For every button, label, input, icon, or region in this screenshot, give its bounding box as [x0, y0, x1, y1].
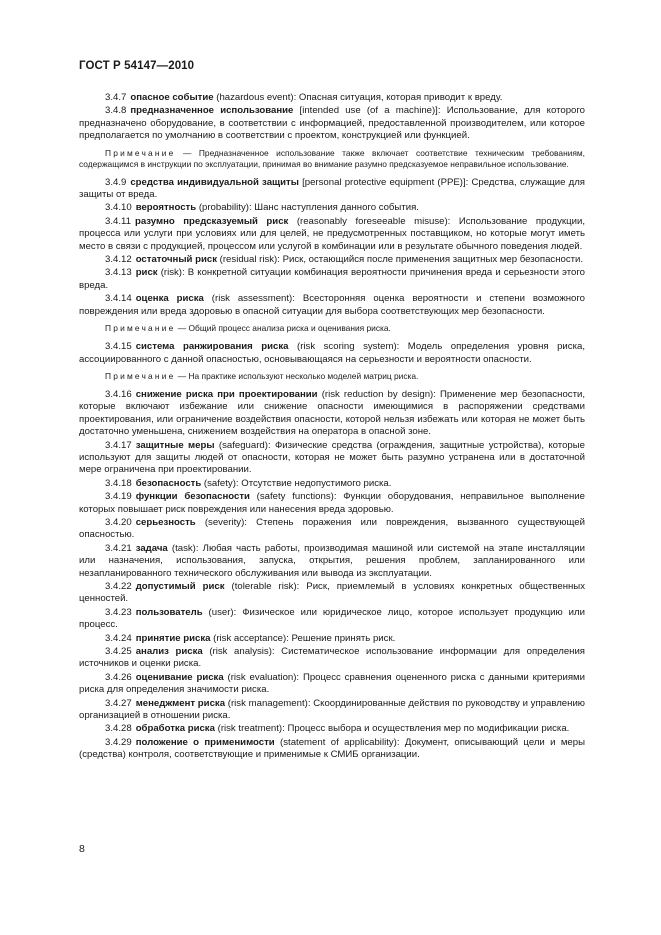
definition-entry [79, 267, 585, 292]
definition-entry [79, 581, 585, 606]
entry-term: безопасность [135, 477, 202, 489]
entry-definition: (risk assessment): Всесторонняя оценка вероятности и степени возможного повреждения или вреда здоровью в опасной ситуации для выбора соответствующих мер безопасности. [79, 293, 585, 317]
note-text: — Предназначенное использование также включает соответствие техническим требованиям, содержащимся в инструкции по эксплуатации, принимая во внимание разумно предсказуемое неправильное использование. [79, 147, 585, 169]
entry-definition: (probability): Шанс наступления данного события. [196, 202, 419, 214]
entry-term: риск [135, 267, 158, 279]
definition-entry [79, 440, 585, 477]
entry-number: 3.4.22 [105, 581, 132, 592]
entry-definition: (risk treatment): Процесс выбора и осуществления мер по модификации риска. [214, 723, 570, 735]
entry-definition: (reasonably foreseeable misuse): Использование продукции, процесса или услуги при условиях или для целей, не предусмотренных поставщиком, но которые могут иметь место в связи с продукцией, процессом или услугой в комбинации или в результате обычного поведения людей. [79, 215, 585, 252]
entry-number: 3.4.9 [105, 176, 127, 188]
entry-number: 3.4.28 [105, 723, 132, 735]
definition-entry [79, 92, 585, 104]
note-label: Примечание [105, 147, 176, 158]
entry-definition: (risk acceptance): Решение принять риск. [210, 632, 396, 644]
entry-number: 3.4.13 [105, 267, 132, 279]
note [79, 371, 585, 382]
definition-entry [79, 672, 585, 697]
entry-term: обработка риска [135, 723, 215, 735]
document-body [79, 92, 585, 763]
definition-entry [79, 737, 585, 762]
entry-definition: (risk scoring system): Модель определения уровня риска, ассоциированного с данной опасностью, основывающаяся на серьезности и вероятности опасности. [79, 341, 585, 365]
entry-definition: (severity): Степень поражения или повреждения, вызванного существующей опасностью. [79, 516, 585, 541]
entry-term: система ранжирования риска [135, 341, 289, 353]
page-number: 8 [79, 843, 85, 855]
entry-number: 3.4.25 [105, 646, 132, 658]
entry-number: 3.4.20 [105, 516, 132, 528]
entry-definition: (risk): В конкретной ситуации комбинация вероятности причинения вреда и серьезности этого вреда. [79, 267, 585, 291]
definition-entry [79, 341, 585, 366]
entry-definition: (task): Любая часть работы, производимая машиной или системой на этапе инсталляции или назначения, использования, запуска, открытия, решения проблем, запланированного или незапланированного технического обслуживания или вывода из эксплуатации. [79, 542, 585, 579]
entry-number: 3.4.16 [105, 388, 132, 400]
entry-term: снижение риска при проектировании [135, 388, 318, 400]
entry-number: 3.4.14 [105, 293, 132, 305]
definition-entry [79, 105, 585, 142]
entry-term: задача [135, 542, 168, 554]
note [79, 323, 585, 334]
note-label: Примечание [105, 323, 176, 334]
entry-number: 3.4.15 [105, 341, 132, 353]
entry-number: 3.4.23 [105, 606, 132, 618]
entry-number: 3.4.19 [105, 491, 132, 503]
entry-term: средства индивидуальной защиты [130, 176, 299, 188]
entry-term: положение о применимости [135, 736, 275, 748]
definition-entry [79, 607, 585, 632]
entry-term: вероятность [135, 202, 197, 214]
entry-definition: (statement of applicability): Документ, описывающий цели и меры (средства) контроля, соответствующие и применимые к СМИБ организации. [79, 736, 585, 761]
entry-definition: (hazardous event): Опасная ситуация, которая приводит к вреду. [213, 92, 503, 103]
entry-term: опасное событие [130, 92, 214, 103]
definition-entry [79, 216, 585, 253]
definition-entry [79, 517, 585, 542]
note-text: — Общий процесс анализа риска и оценивания риска. [175, 323, 391, 334]
definition-entry [79, 177, 585, 202]
entry-definition: [personal protective equipment (PPE)]: Средства, служащие для защиты от вреда. [79, 176, 586, 201]
entry-definition: [intended use (of a machine)]: Использование, для которого предназначено оборудование, в соответствии с информацией, предоставленной производителем, или которое предполагается по умолчанию в соответствии с проектом, конструкцией или функцией. [79, 105, 586, 142]
definition-entry [79, 254, 585, 266]
entry-term: оценка риска [135, 293, 204, 305]
entry-definition: (safety): Отсутствие недопустимого риска. [201, 477, 392, 489]
note-label: Примечание [105, 370, 176, 381]
entry-definition: (user): Физическое или юридическое лицо, которое использует продукцию или процесс. [79, 606, 585, 631]
definition-entry [79, 478, 585, 490]
note [79, 148, 585, 170]
entry-number: 3.4.18 [105, 477, 132, 489]
entry-number: 3.4.27 [105, 697, 132, 709]
entry-term: принятие риска [135, 632, 211, 644]
entry-term: предназначенное использование [130, 105, 294, 117]
definition-entry [79, 646, 585, 671]
definition-entry [79, 202, 585, 214]
entry-number: 3.4.10 [105, 202, 132, 214]
entry-definition: (safety functions): Функции оборудования, неправильное выполнение которых повышает риск повреждения или нанесения вреда здоровью. [79, 491, 586, 515]
entry-definition: (risk analysis): Систематическое использование информации для определения источников и оценки риска. [79, 646, 586, 670]
definition-entry [79, 389, 585, 439]
entry-definition: (risk evaluation): Процесс сравнения оцененного риска с данными критериями риска для определения значимости риска. [79, 671, 585, 696]
definition-entry [79, 633, 585, 645]
entry-term: разумно предсказуемый риск [134, 215, 289, 227]
definition-entry [79, 698, 585, 723]
entry-number: 3.4.29 [105, 736, 132, 748]
entry-definition: (risk reduction by design): Применение мер безопасности, которые включают избежание или снижение опасности имеющимися в распоряжении средствами проектирования, или ограничение воздействия опасности, которой нельзя избежать или которая не может быть достаточно уменьшена, снижением воздействия на оператора в опасной зоне. [79, 388, 586, 438]
entry-number: 3.4.8 [105, 105, 127, 117]
entry-number: 3.4.24 [105, 632, 132, 644]
entry-definition: (residual risk): Риск, остающийся после применения защитных мер безопасности. [217, 254, 584, 266]
entry-term: оценивание риска [135, 671, 224, 683]
entry-number: 3.4.7 [105, 92, 127, 103]
entry-definition: (risk management): Скоординированные действия по руководству и управлению организацией в отношении риска. [79, 697, 585, 722]
entry-number: 3.4.12 [105, 254, 132, 266]
entry-number: 3.4.21 [105, 542, 132, 554]
entry-term: допустимый риск [135, 581, 225, 592]
entry-term: функции безопасности [135, 491, 250, 503]
definition-entry [79, 543, 585, 580]
definition-entry [79, 491, 585, 516]
entry-number: 3.4.26 [105, 671, 132, 683]
definition-entry [79, 293, 585, 318]
entry-number: 3.4.17 [105, 439, 132, 451]
entry-number: 3.4.11 [105, 215, 131, 227]
entry-term: пользователь [135, 606, 203, 618]
entry-term: защитные меры [135, 439, 215, 451]
definition-entry [79, 723, 585, 735]
entry-definition: (safeguard): Физические средства (ограждения, защитные устройства), которые используют для защиты людей от опасности, которая не может быть разумно устранена или в достаточной мере ограничена при проектировании. [79, 439, 585, 476]
entry-term: менеджмент риска [135, 697, 226, 709]
entry-term: остаточный риск [135, 254, 217, 266]
entry-definition: (tolerable risk): Риск, приемлемый в условиях конкретных общественных ценностей. [79, 581, 585, 605]
document-header: ГОСТ Р 54147—2010 [79, 60, 195, 72]
note-text: — На практике используют несколько моделей матриц риска. [175, 370, 419, 381]
entry-term: анализ риска [135, 646, 203, 658]
entry-term: серьезность [135, 516, 196, 528]
